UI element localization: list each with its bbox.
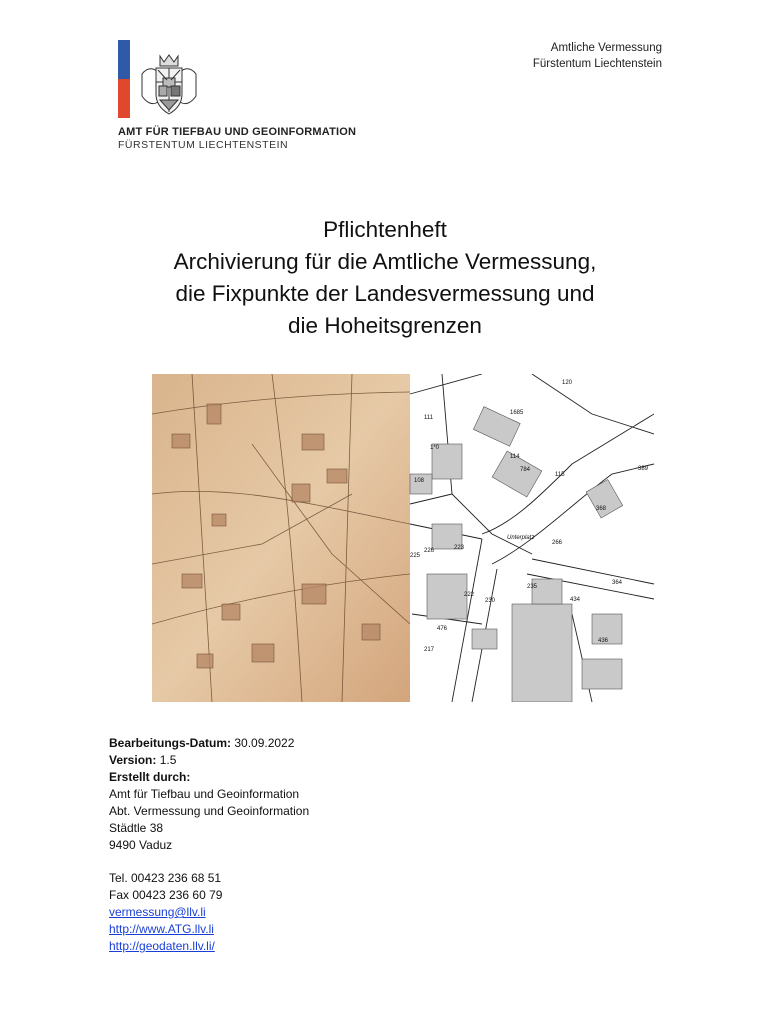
map-label: 223 — [454, 545, 465, 551]
version-row — [109, 752, 309, 769]
flag-blue — [118, 40, 130, 79]
title-line4: die Hoheitsgrenzen — [288, 313, 482, 338]
header-line2: Fürstentum Liechtenstein — [532, 58, 662, 70]
header-line1: Amtliche Vermessung — [550, 42, 662, 54]
title-line1: Pflichtenheft — [323, 217, 447, 242]
map-label: 389 — [638, 466, 649, 472]
map-label: 115 — [555, 472, 565, 478]
document-info — [109, 735, 309, 955]
map-label: 368 — [596, 506, 607, 512]
created-label: Erstellt durch: — [109, 770, 191, 784]
flag-red — [118, 79, 130, 118]
map-label: 230 — [485, 598, 496, 604]
org-line2: FÜRSTENTUM LIECHTENSTEIN — [118, 139, 289, 151]
map-label: 114 — [510, 454, 520, 460]
cadastral-map — [410, 374, 654, 702]
website-link[interactable]: http://www.ATG.llv.li — [109, 922, 214, 936]
map-label: 235 — [527, 584, 538, 590]
address-line: Amt für Tiefbau und Geoinformation — [109, 787, 300, 801]
created-row — [109, 769, 309, 786]
version-value: 1.5 — [156, 753, 177, 767]
map-label: 476 — [437, 626, 448, 632]
fax: Fax 00423 236 60 79 — [109, 888, 223, 902]
map-label: 217 — [424, 647, 435, 653]
map-label: 111 — [424, 415, 434, 421]
map-label: 434 — [570, 597, 581, 603]
map-label: 226 — [424, 548, 435, 554]
map-label: 108 — [414, 478, 425, 484]
historic-map — [152, 374, 410, 702]
header-right — [533, 40, 662, 72]
org-line1: AMT FÜR TIEFBAU UND GEOINFORMATION — [118, 126, 357, 138]
map-label: 364 — [612, 580, 623, 586]
map-image — [152, 374, 654, 702]
date-row — [109, 735, 309, 752]
flag-stripe — [118, 40, 130, 118]
date-value: 30.09.2022 — [231, 736, 295, 750]
title-line2: Archivierung für die Amtliche Vermessung, — [173, 249, 597, 274]
map-label: 1*0 — [430, 445, 440, 451]
phone: Tel. 00423 236 68 51 — [109, 871, 222, 885]
map-label: 436 — [598, 638, 609, 644]
map-label: 784 — [520, 467, 531, 473]
map-label: 120 — [562, 380, 573, 386]
document-title — [0, 214, 770, 342]
map-label: 222 — [464, 592, 475, 598]
version-label: Version: — [109, 753, 157, 767]
map-label: 266 — [552, 540, 563, 546]
title-line3: die Fixpunkte der Landesvermessung und — [175, 281, 595, 306]
address-line: 9490 Vaduz — [109, 838, 173, 852]
map-label: 225 — [410, 553, 421, 559]
email-link[interactable]: vermessung@llv.li — [109, 905, 206, 919]
geodata-link[interactable]: http://geodaten.llv.li/ — [109, 939, 215, 953]
date-label: Bearbeitungs-Datum: — [109, 736, 232, 750]
org-name — [118, 126, 356, 151]
address-line: Abt. Vermessung und Geoinformation — [109, 804, 310, 818]
map-label: 1685 — [510, 410, 524, 416]
address-line: Städtle 38 — [109, 821, 164, 835]
map-label: Unterplatz — [507, 535, 535, 541]
coat-of-arms-icon — [138, 52, 200, 118]
